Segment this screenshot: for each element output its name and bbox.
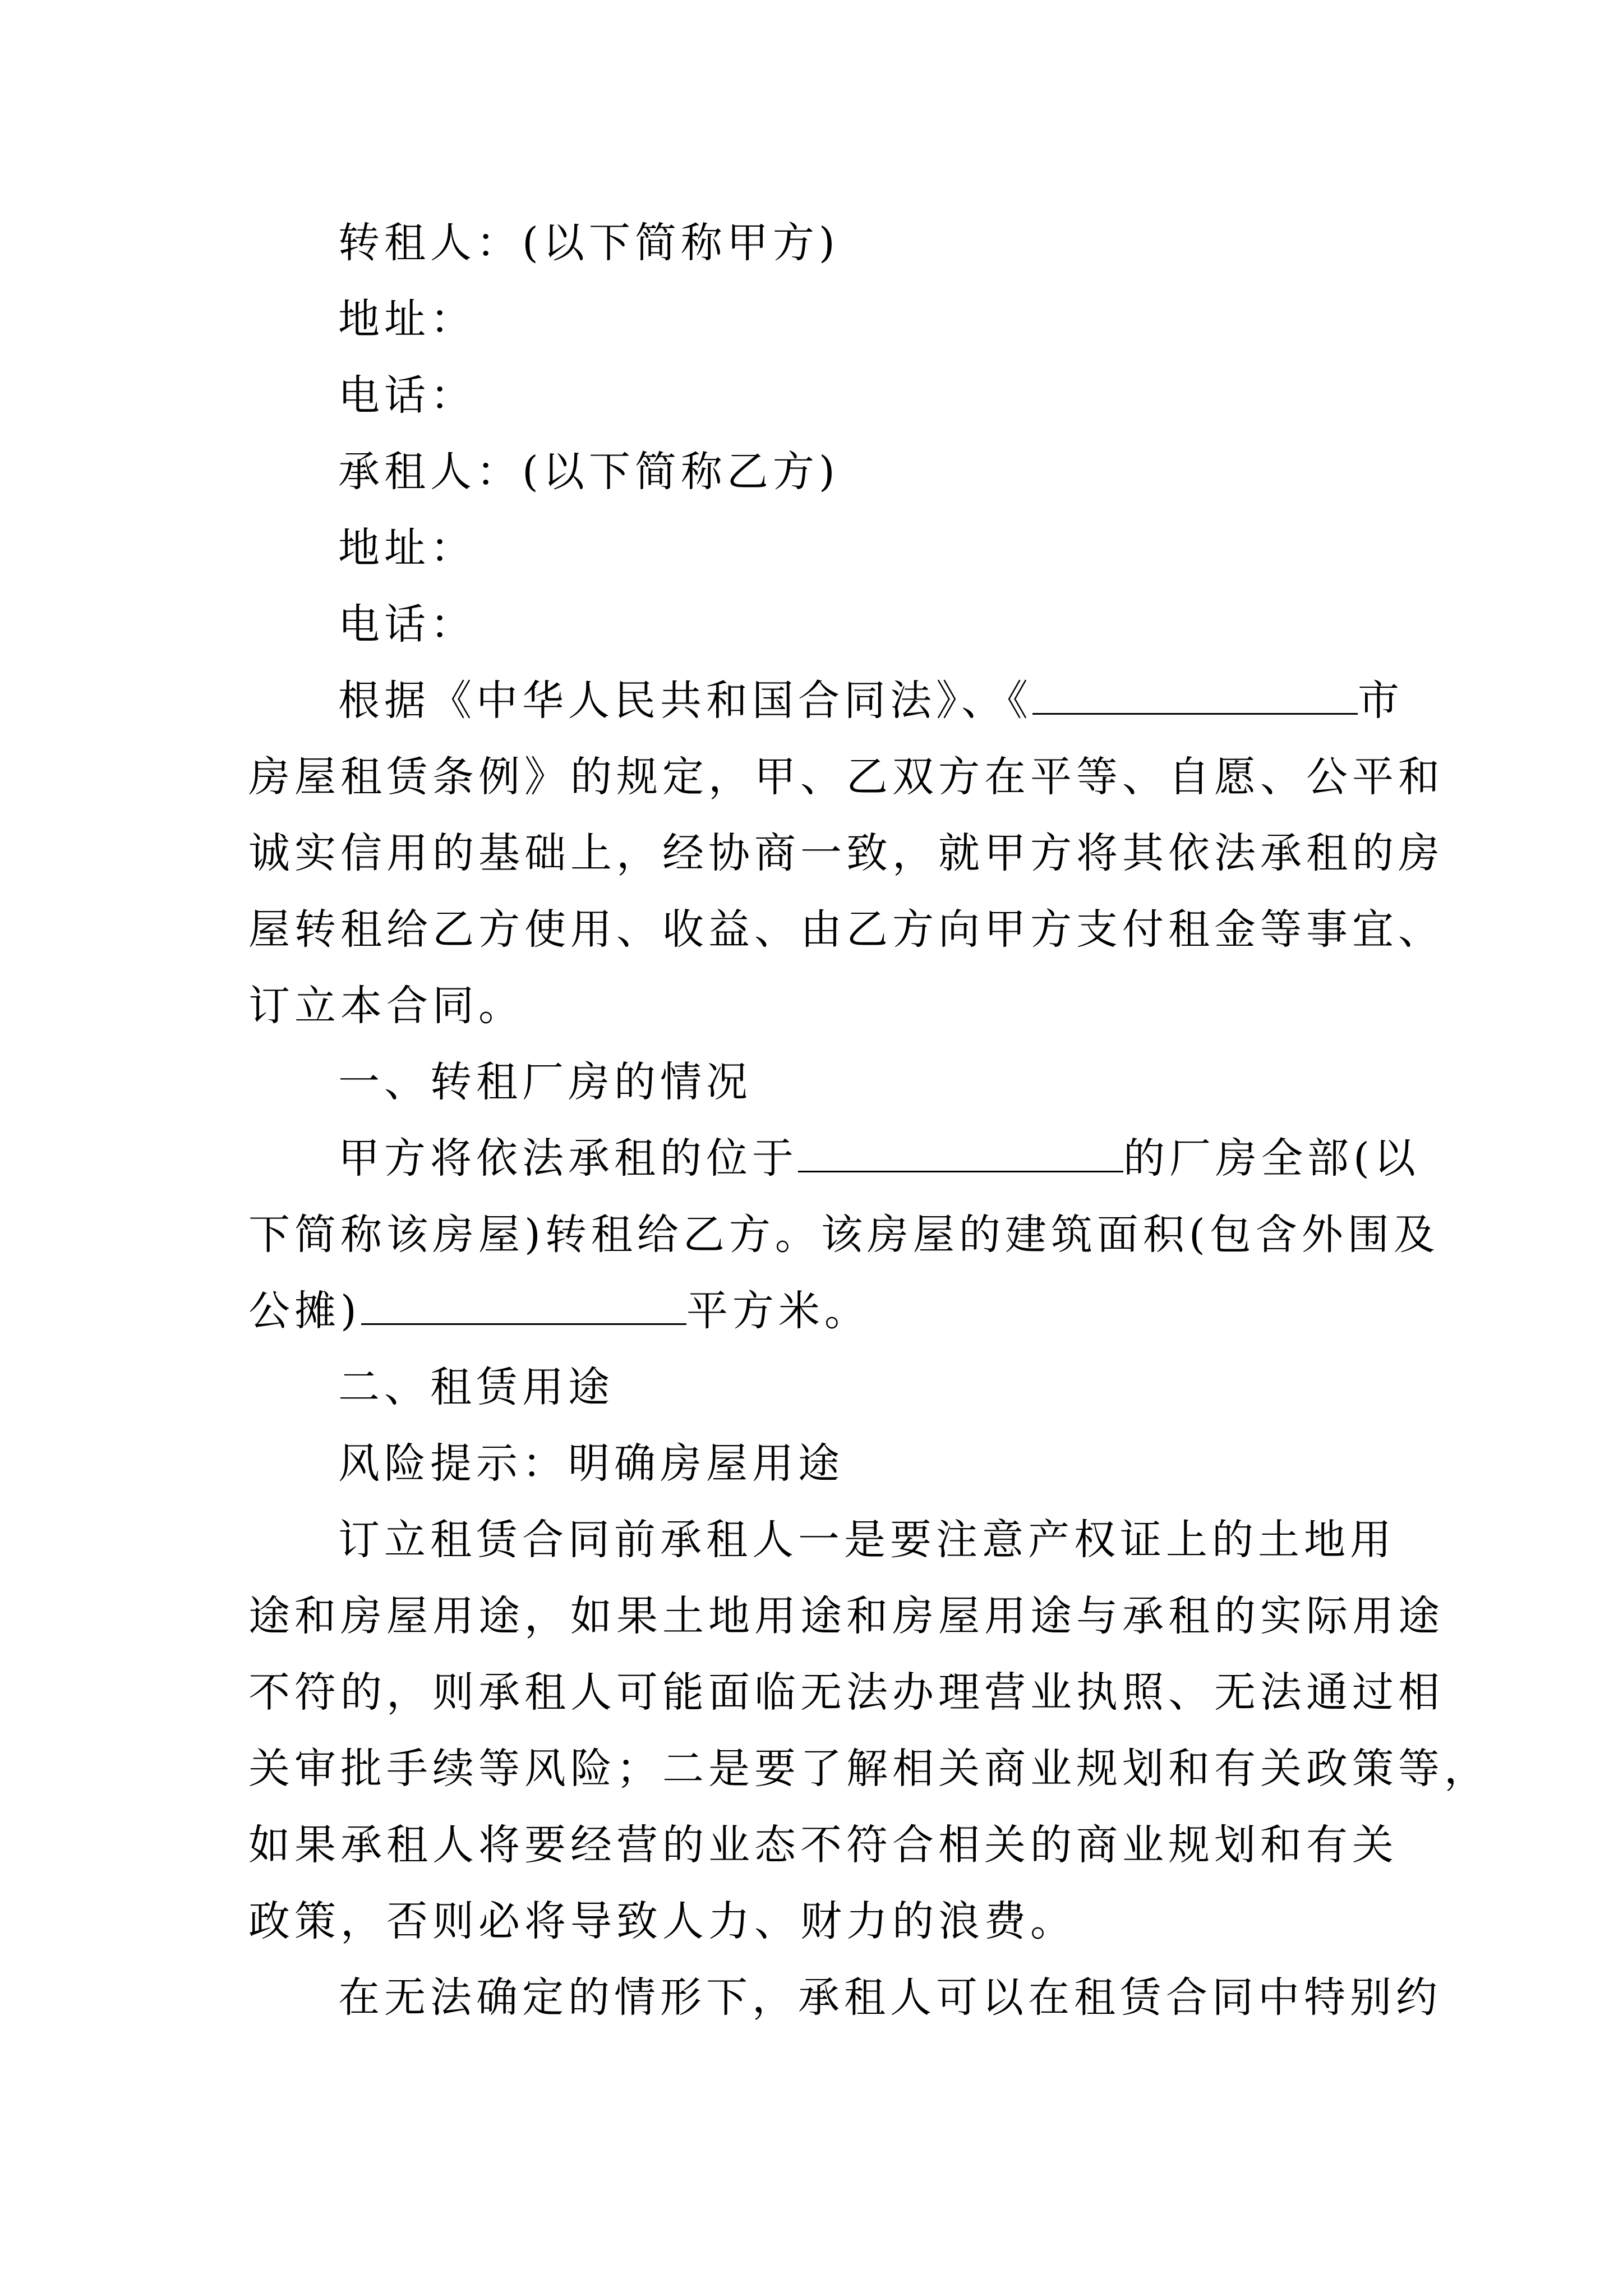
section-1-heading: 一、转租厂房的情况	[338, 1058, 752, 1106]
section-2-heading: 二、租赁用途	[338, 1363, 614, 1411]
risk-paragraph-line-1: 订立租赁合同前承租人一是要注意产权证上的土地用	[338, 1516, 1396, 1564]
uncertain-case-line-1: 在无法确定的情形下，承租人可以在租赁合同中特别约	[338, 1973, 1442, 2022]
risk-paragraph-line-2: 途和房屋用途，如果土地用途和房屋用途与承租的实际用途	[248, 1592, 1444, 1640]
sublessee-phone-label: 电话：	[338, 600, 476, 648]
preamble-line-4: 屋转租给乙方使用、收益、由乙方向甲方支付租金等事宜、	[248, 905, 1444, 954]
section-1-line-2: 下简称该房屋)转租给乙方。该房屋的建筑面积(包含外围及	[248, 1211, 1440, 1259]
sublessor-phone-label: 电话：	[338, 371, 476, 420]
section-1-line-3	[248, 1273, 1393, 1349]
risk-paragraph-line-6: 政策，否则必将导致人力、财力的浪费。	[248, 1897, 1076, 1945]
preamble-line-5: 订立本合同。	[248, 982, 524, 1030]
location-blank-line	[798, 1136, 1123, 1172]
risk-paragraph-line-5: 如果承租人将要经营的业态不符合相关的商业规划和有关	[248, 1821, 1398, 1869]
sublessee-label: 承租人：(以下简称乙方)	[338, 448, 840, 496]
city-blank-line	[1032, 678, 1358, 715]
area-text-before-blank: 公摊)	[248, 1287, 361, 1335]
risk-paragraph-line-4: 关审批手续等风险；二是要了解相关商业规划和有关政策等，	[248, 1745, 1490, 1793]
section-1-line-1	[248, 1120, 1420, 1197]
preamble-line-2: 房屋租赁条例》的规定，甲、乙双方在平等、自愿、公平和	[248, 753, 1444, 801]
area-blank-line	[361, 1289, 686, 1325]
location-text-after-blank: 的厂房全部(以	[1123, 1134, 1420, 1182]
risk-paragraph-line-3: 不符的，则承租人可能面临无法办理营业执照、无法通过相	[248, 1668, 1444, 1717]
contract-body	[248, 205, 1490, 2036]
preamble-text-before-blank: 根据《中华人民共和国合同法》、《	[338, 677, 1032, 725]
location-text-before-blank: 甲方将依法承租的位于	[338, 1134, 798, 1182]
risk-tip-title: 风险提示：明确房屋用途	[338, 1439, 844, 1488]
area-text-after-blank: 平方米。	[686, 1287, 870, 1335]
sublessor-address-label: 地址：	[338, 295, 476, 343]
preamble-line-3: 诚实信用的基础上，经协商一致，就甲方将其依法承租的房	[248, 829, 1444, 877]
sublessor-label: 转租人：(以下简称甲方)	[338, 219, 840, 267]
sublessee-address-label: 地址：	[338, 524, 476, 572]
preamble-text-after-blank: 市	[1358, 677, 1404, 725]
preamble-line-1	[248, 662, 1404, 739]
